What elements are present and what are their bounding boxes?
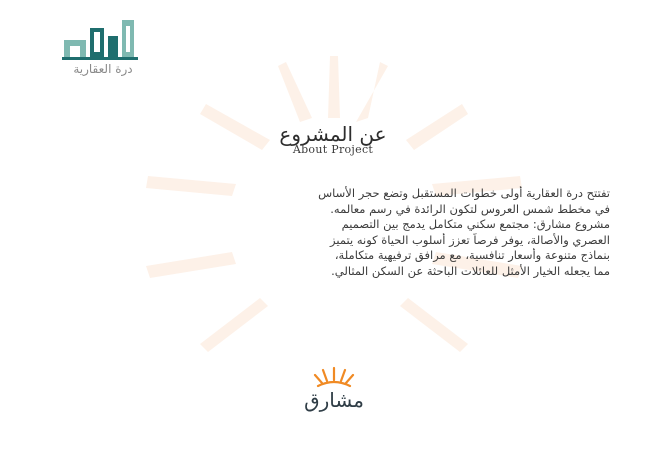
paragraph-line: العصري والأصالة، يوفر فرصاً تعزز أسلوب الحياة كونه يتميز [330,232,610,247]
page-title-arabic: عن المشروع [279,122,387,146]
sunrise-icon [312,366,356,388]
paragraph-line: مشروع مشارق: مجتمع سكني متكامل يدمج بين التصميم [341,217,610,231]
paragraph-line: تفتتح درة العقارية أولى خطوات المستقبل وتضع حجر الأساس [318,186,610,200]
about-paragraph [116,186,610,279]
paragraph-line: مما يجعله الخيار الأمثل للعائلات الباحثة عن السكن المثالي. [331,263,610,278]
dorra-logo [48,18,158,88]
dorra-logo-mark-icon [60,18,140,60]
dorra-logo-text: درة العقارية [73,62,133,76]
mashariq-wordmark: مشارق [304,388,364,412]
page-title-english: About Project [292,143,374,156]
paragraph-line: في مخطط شمس العروس لتكون الرائدة في رسم معالمه. [330,201,610,216]
paragraph-line: بنماذج متنوعة وأسعار تنافسية، مع مرافق ترفيهية متكاملة، [334,248,610,262]
mashariq-logo [292,366,376,418]
